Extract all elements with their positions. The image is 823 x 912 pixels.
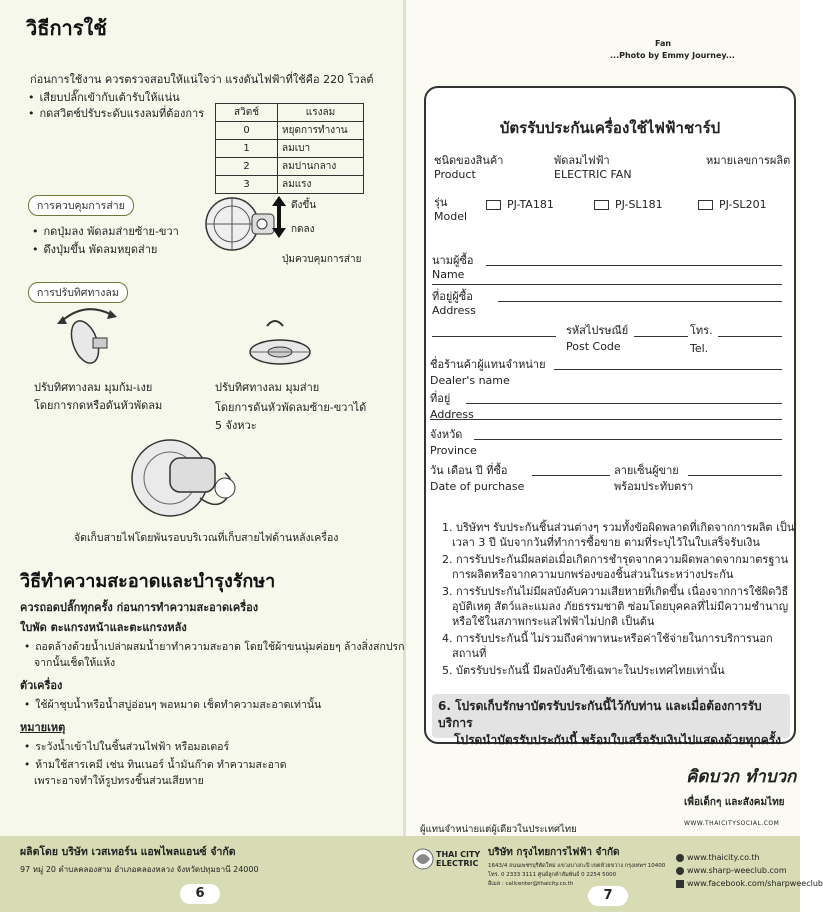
warranty-terms — [426, 520, 798, 680]
seller-stamp-label: พร้อมประทับตรา — [614, 480, 694, 493]
cleaning-warning: ควรถอดปลั๊กทุกครั้ง ก่อนการทำความสะอาดเครื่อง — [20, 601, 259, 614]
checkbox[interactable] — [698, 200, 713, 210]
table-row — [216, 140, 364, 158]
turn-caption-1: ปรับทิศทางลม มุมส่าย — [215, 381, 320, 394]
cord-storage-illustration — [130, 428, 250, 523]
warranty-keep-note — [432, 694, 790, 747]
slogan-line-2: เพื่อเด็กๆ และสังคมไทย — [684, 797, 785, 808]
date-field[interactable] — [532, 475, 610, 476]
link-facebook[interactable] — [676, 876, 823, 891]
facebook-icon — [676, 880, 684, 888]
body-title: ตัวเครื่อง — [20, 679, 63, 692]
swing-knob-illustration — [200, 192, 280, 262]
dealer-address-th: ที่อยู่ — [430, 392, 451, 405]
product-en: ELECTRIC FAN — [554, 168, 632, 181]
table-cell: 1 — [216, 140, 278, 158]
blades-title: ใบพัด ตะแกรงหน้าและตะแกรงหลัง — [20, 621, 187, 634]
name-field[interactable] — [486, 265, 782, 266]
postcode-field[interactable] — [634, 336, 688, 337]
term-4: 4. การรับประกันนี้ ไม่รวมถึงค่าพาหนะหรือค่าใช้จ่ายในการบริการนอกสถานที่ — [442, 632, 773, 660]
serial-label: หมายเลขการผลิต — [706, 154, 791, 167]
distributor-phone: โทร. 0 2333 3111 ศูนย์ลูกค้าสัมพันธ์ 0 2254 5000 — [488, 872, 617, 878]
table-cell: ลมแรง — [278, 176, 364, 194]
link-label: www.facebook.com/sharpweeclub — [687, 879, 823, 888]
distributor-note: ผู้แทนจำหน่ายแต่ผู้เดียวในประเทศไทย — [420, 824, 577, 835]
distributor-email: อีเมล : callcenter@thaicity.co.th — [488, 881, 574, 887]
swing-control-label: การควบคุมการส่าย — [28, 195, 134, 216]
direction-label: การปรับทิศทางลม — [28, 282, 128, 303]
distributor-address: 1643/4 ถนนเพชรบุรีตัดใหม่ แขวงบางกะปิ เขตห้วยขวาง กรุงเทพฯ 10400 — [488, 863, 666, 869]
tel-en: Tel. — [690, 342, 709, 355]
model-option-label: PJ-SL201 — [719, 198, 767, 211]
address-field[interactable] — [498, 301, 782, 302]
dealer-en: Dealer's name — [430, 374, 510, 387]
knob-caption: ปุ่มควบคุมการส่าย — [282, 254, 362, 265]
caption-credit: ...Photo by Emmy Journey... — [610, 51, 735, 60]
dealer-address-en: Address — [430, 408, 474, 421]
term-1: 1. บริษัทฯ รับประกันชิ้นส่วนต่างๆ รวมทั้งข้อผิดพลาดที่เกิดจากการผลิต เป็นเวลา 3 ปี นับจากวันที่ทำการซื้อขาย ตามที่ระบุไว้ในใบเสร็จรับเงิน — [442, 521, 795, 549]
seller-sign-label: ลายเซ็นผู้ขาย — [614, 464, 679, 477]
term-5: 5. บัตรรับประกันนี้ มีผลบังคับใช้เฉพาะในประเทศไทยเท่านั้น — [442, 664, 725, 677]
manufacturer-address: 97 หมู่ 20 ตำบลคลองสาม อำเภอคลองหลวง จังหวัดปทุมธานี 24000 — [20, 865, 259, 874]
table-cell: ลมเบา — [278, 140, 364, 158]
note-1: • ระวังน้ำเข้าไปในชิ้นส่วนไฟฟ้า หรือมอเตอร์ — [24, 740, 229, 755]
speed-table — [215, 103, 364, 194]
address-field-2[interactable] — [432, 336, 556, 337]
warranty-card — [424, 86, 796, 747]
cleaning-heading: วิธีทำความสะอาดและบำรุงรักษา — [20, 571, 276, 592]
swing-bullet-2: • ดึงปุ่มขึ้น พัดลมหยุดส่าย — [32, 242, 157, 257]
link-label: www.thaicity.co.th — [687, 853, 760, 862]
usage-bullet-2: • กดสวิตช์ปรับระดับแรงลมที่ต้องการ — [28, 106, 204, 121]
globe-icon — [676, 854, 684, 862]
push-down-label: กดลง — [291, 224, 315, 235]
address-en: Address — [432, 304, 476, 317]
name-en: Name — [432, 268, 465, 281]
checkbox[interactable] — [594, 200, 609, 210]
model-option-1[interactable] — [486, 198, 554, 212]
model-option-label: PJ-SL181 — [615, 198, 663, 211]
tel-th: โทร. — [690, 324, 713, 337]
usage-intro: ก่อนการใช้งาน ควรตรวจสอบให้แน่ใจว่า แรงดันไฟฟ้าที่ใช้คือ 220 โวลต์ — [30, 73, 374, 86]
logo-line-2: ELECTRIC — [436, 859, 479, 868]
dealer-address-field-2[interactable] — [430, 419, 782, 420]
caption-title: Fan — [655, 39, 672, 48]
turn-caption-3: 5 จังหวะ — [215, 419, 257, 432]
date-th: วัน เดือน ปี ที่ซื้อ — [430, 464, 508, 477]
swing-bullet-1: • กดปุ่มลง พัดลมส่ายซ้าย-ขวา — [32, 224, 179, 239]
dealer-th: ชื่อร้านค้าผู้แทนจำหน่าย — [430, 358, 546, 371]
postcode-en: Post Code — [566, 340, 621, 353]
page-fold — [403, 0, 406, 912]
speed-table-col-switch: สวิตช์ — [216, 104, 278, 122]
table-row — [216, 158, 364, 176]
term-2: 2. การรับประกันมีผลต่อเมื่อเกิดการชำรุดจากความผิดพลาดจากมาตรฐานการผลิตหรือจากความบกพร่องของชิ้นส่วนในระหว่างประกัน — [442, 553, 789, 581]
note-3: เพราะอาจทำให้รูปทรงชิ้นส่วนเสียหาย — [34, 775, 204, 787]
province-en: Province — [430, 444, 477, 457]
speed-table-col-wind: แรงลม — [278, 104, 364, 122]
page-number-6: 6 — [180, 884, 220, 904]
table-cell: 3 — [216, 176, 278, 194]
tel-field[interactable] — [718, 336, 782, 337]
tilt-fan-illustration — [55, 300, 125, 370]
table-row — [216, 122, 364, 140]
cord-caption: จัดเก็บสายไฟโดยพันรอบบริเวณที่เก็บสายไฟด้านหลังเครื่อง — [74, 532, 339, 544]
slogan-url[interactable]: WWW.THAICITYSOCIAL.COM — [684, 820, 780, 827]
blades-text-1: • ถอดล้างด้วยน้ำเปล่าผสมน้ำยาทำความสะอาด โดยใช้ผ้าขนนุ่มค่อยๆ ล้างสิ่งสกปรก — [24, 640, 404, 655]
usage-bullet-1: • เสียบปลั๊กเข้ากับเต้ารับให้แน่น — [28, 90, 180, 105]
page-number-7: 7 — [588, 886, 628, 906]
dealer-address-field[interactable] — [466, 403, 782, 404]
model-option-3[interactable] — [698, 198, 767, 212]
table-cell: หยุดการทำงาน — [278, 122, 364, 140]
dealer-field[interactable] — [554, 369, 782, 370]
model-option-2[interactable] — [594, 198, 663, 212]
thai-city-logo-icon — [412, 848, 434, 870]
term-3: 3. การรับประกันไม่มีผลบังคับความเสียหายที่เกิดขึ้น เนื่องจากการใช้ผิดวิธี อุบัติเหตุ สัตว์และแมลง ภัยธรรมชาติ ซ่อมโดยบุคคลที่ไม่มีความชำนาญ หรือใช้ในสภาพกระแสไฟฟ้าไม่ปกติ เป็นต้น — [442, 585, 789, 628]
logo-line-1: THAI CITY — [436, 850, 481, 859]
table-cell: 2 — [216, 158, 278, 176]
tilt-caption-1: ปรับทิศทางลม มุมก้ม-เงย — [34, 381, 153, 394]
body-text: • ใช้ผ้าชุบน้ำหรือน้ำสบู่อ่อนๆ พอหมาด เช็ดทำความสะอาดเท่านั้น — [24, 698, 321, 713]
province-field[interactable] — [474, 439, 782, 440]
product-type-th: ชนิดของสินค้า — [434, 154, 504, 167]
product-type-en: Product — [434, 168, 476, 181]
model-en: Model — [434, 210, 468, 223]
slogan-line-1: คิดบวก ทำบวก — [686, 767, 797, 787]
manufacturer: ผลิตโดย บริษัท เวสเทอร์น แอพไพลแอนซ์ จำกัด — [20, 846, 236, 858]
seller-sign-field[interactable] — [688, 475, 782, 476]
note-2: • ห้ามใช้สารเคมี เช่น ทินเนอร์ น้ำมันก๊าด ทำความสะอาด — [24, 758, 287, 773]
warranty-title: บัตรรับประกันเครื่องใช้ไฟฟ้าชาร์ป — [499, 119, 721, 137]
postcode-th: รหัสไปรษณีย์ — [566, 324, 629, 337]
speed-table-header — [216, 104, 364, 122]
turn-caption-2: โดยการดันหัวพัดลมซ้าย-ขวาได้ — [215, 401, 367, 414]
up-down-arrow-icon — [272, 196, 286, 238]
product-th: พัดลมไฟฟ้า — [554, 154, 610, 167]
table-cell: ลมปานกลาง — [278, 158, 364, 176]
pull-up-label: ดึงขึ้น — [291, 200, 317, 211]
name-th: นามผู้ซื้อ — [432, 254, 474, 267]
usage-heading: วิธีการใช้ — [26, 16, 107, 40]
table-row — [216, 176, 364, 194]
address-th: ที่อยู่ผู้ซื้อ — [432, 290, 473, 303]
turn-fan-illustration — [245, 312, 315, 372]
table-cell: 0 — [216, 122, 278, 140]
tilt-caption-2: โดยการกดหรือดันหัวพัดลม — [34, 399, 163, 412]
distributor-company: บริษัท กรุงไทยการไฟฟ้า จำกัด — [488, 847, 620, 858]
globe-icon — [676, 867, 684, 875]
name-field-2[interactable] — [432, 284, 782, 285]
province-th: จังหวัด — [430, 428, 463, 441]
keep-note-line-2: โปรดนำบัตรรับประกันนี้ พร้อมใบเสร็จรับเงินไปแสดงด้วยทุกครั้ง — [454, 733, 782, 747]
checkbox[interactable] — [486, 200, 501, 210]
notes-title: หมายเหตุ — [20, 721, 66, 734]
model-option-label: PJ-TA181 — [507, 198, 554, 211]
blades-text-2: จากนั้นเช็ดให้แห้ง — [34, 657, 116, 669]
date-en: Date of purchase — [430, 480, 525, 493]
model-th: รุ่น — [434, 196, 448, 209]
link-label: www.sharp-weeclub.com — [687, 866, 787, 875]
keep-note-line-1: 6. โปรดเก็บรักษาบัตรรับประกันนี้ไว้กับท่าน และเมื่อต้องการรับบริการ — [438, 699, 762, 730]
